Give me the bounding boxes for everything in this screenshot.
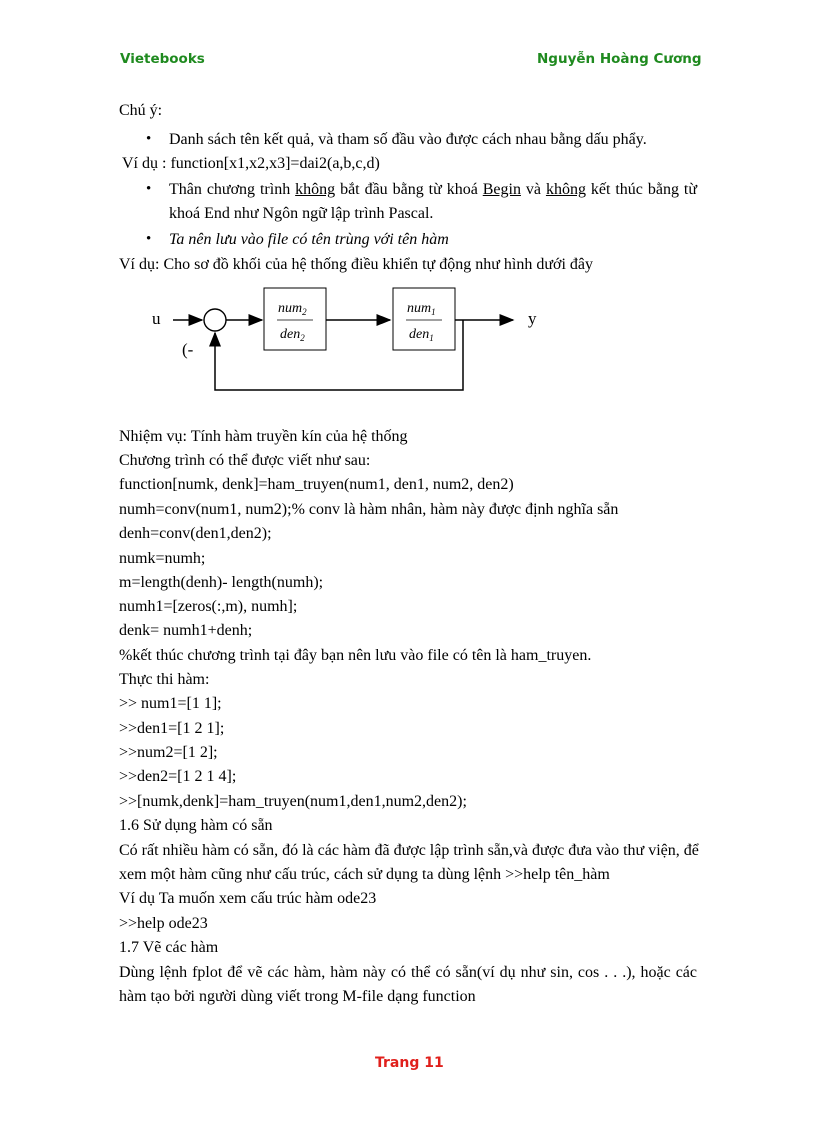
section-1-7-title: 1.7 Vẽ các hàm [119,939,219,956]
bullet-2-line-2: khoá End như Ngôn ngữ lập trình Pascal. [169,205,434,222]
bullet-dot: • [146,131,152,147]
body-line: denk= numh1+denh; [119,622,253,639]
header-left: Vietebooks [120,51,205,67]
body-line: >>[numk,denk]=ham_truyen(num1,den1,num2,den2); [119,793,467,810]
section-1-6-command: >>help ode23 [119,915,208,932]
bullet-dot: • [146,181,152,197]
header-right: Nguyễn Hoàng Cương [537,51,702,67]
body-line: >>den2=[1 2 1 4]; [119,768,237,785]
body-line: numk=numh; [119,550,206,567]
page-number: Trang 11 [375,1055,444,1071]
section-1-7-paragraph-line-1: Dùng lệnh fplot để vẽ các hàm, hàm này có thể có sẵn(ví dụ như sin, cos . . .), hoặc các [119,964,697,981]
output-label: y [528,309,537,328]
section-1-6-title: 1.6 Sử dụng hàm có sẵn [119,817,273,834]
body-line: Chương trình có thể được viết như sau: [119,452,371,469]
feedback-sign: (- [182,340,194,359]
body-line: >> num1=[1 1]; [119,695,222,712]
body-line: denh=conv(den1,den2); [119,525,272,542]
bullet-3: Ta nên lưu vào file có tên trùng với tên hàm [169,231,449,248]
section-1-6-example: Ví dụ Ta muốn xem cấu trúc hàm ode23 [119,890,377,907]
body-line: numh1=[zeros(:,m), numh]; [119,598,298,615]
block-diagram [140,280,560,395]
bullet-1: Danh sách tên kết quả, và tham số đầu vào được cách nhau bằng dấu phẩy. [169,131,647,148]
example-intro: Ví dụ: Cho sơ đồ khối của hệ thống điều khiển tự động như hình dưới đây [119,256,594,273]
note-heading: Chú ý: [119,102,163,119]
example-1: Ví dụ : function[x1,x2,x3]=dai2(a,b,c,d) [122,155,380,172]
body-line: %kết thúc chương trình tại đây bạn nên lưu vào file có tên là ham_truyen. [119,647,592,664]
body-line: numh=conv(num1, num2);% conv là hàm nhân, hàm này được định nghĩa sẵn [119,501,619,518]
block2-numerator: num$_1$ [407,301,436,317]
body-line: >>num2=[1 2]; [119,744,218,761]
block1-denominator: den$_2$ [280,327,305,343]
body-line: function[numk, denk]=ham_truyen(num1, den1, num2, den2) [119,476,514,493]
block1-numerator: num$_2$ [278,301,307,317]
block2-denominator: den$_1$ [409,327,434,343]
section-1-6-paragraph-line-1: Có rất nhiều hàm có sẵn, đó là các hàm đã được lập trình sẵn,và được đưa vào thư viện, để [119,842,699,859]
section-1-6-paragraph-line-2: xem một hàm cũng như cấu trúc, cách sử dụng ta dùng lệnh >>help tên_hàm [119,866,610,883]
body-line: Thực thi hàm: [119,671,210,688]
bullet-2-line-1: Thân chương trình không bắt đầu bằng từ khoá Begin và không kết thúc bằng từ [169,181,697,198]
section-1-7-paragraph-line-2: hàm tạo bởi người dùng viết trong M-file dạng function [119,988,476,1005]
body-line: >>den1=[1 2 1]; [119,720,225,737]
body-line: m=length(denh)- length(numh); [119,574,324,591]
summing-junction [204,309,226,331]
body-line: Nhiệm vụ: Tính hàm truyền kín của hệ thống [119,428,408,445]
bullet-dot: • [146,231,152,247]
input-label: u [152,309,161,328]
